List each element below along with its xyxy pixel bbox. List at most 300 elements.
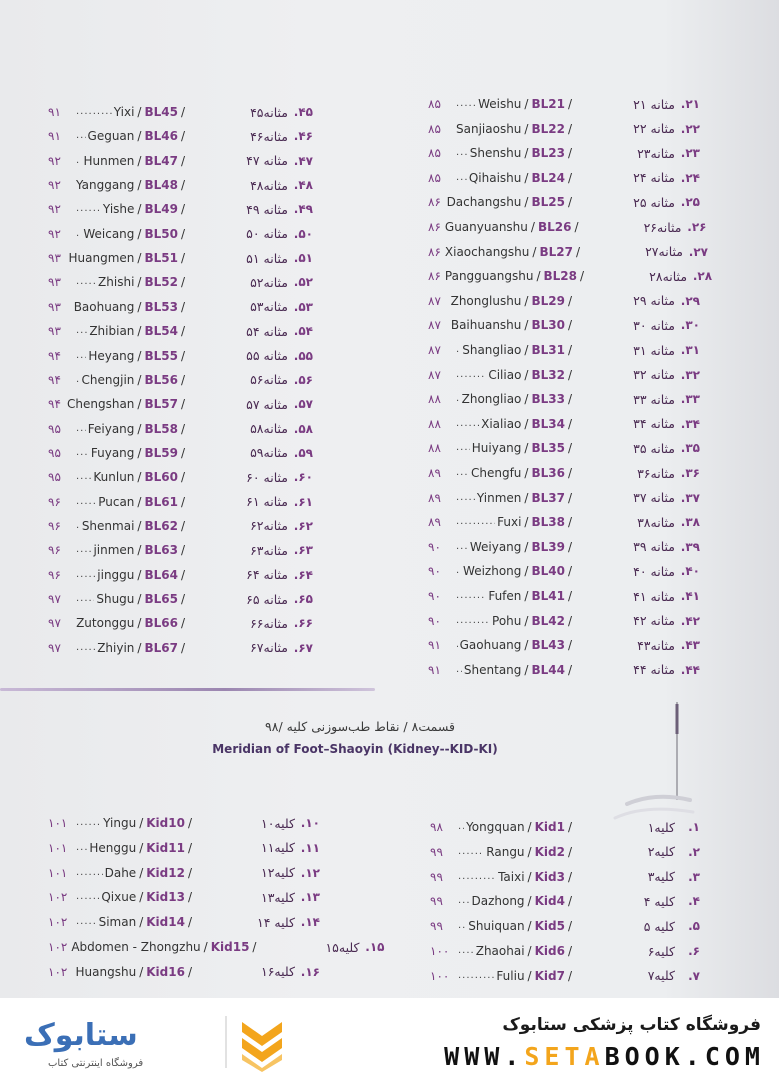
separator: / bbox=[524, 466, 529, 480]
dot-leader bbox=[456, 466, 469, 480]
page-number: ۹۲ bbox=[48, 178, 61, 193]
dot-leader bbox=[76, 915, 97, 929]
point-name: Shentang bbox=[463, 662, 522, 677]
page-number: ۹۴ bbox=[48, 348, 61, 363]
entry-number: ۳۷. bbox=[680, 490, 700, 505]
separator: / bbox=[567, 844, 572, 859]
kidney-column-left bbox=[48, 811, 385, 986]
dot-leader bbox=[456, 368, 486, 382]
persian-label: مثانه۶۲ bbox=[250, 518, 288, 534]
separator: / bbox=[567, 638, 572, 653]
separator: / bbox=[137, 129, 142, 144]
point-name: Zhongliao bbox=[461, 392, 522, 407]
index-entry bbox=[428, 436, 700, 460]
point-name: Zhishi bbox=[98, 275, 135, 290]
persian-label: مثانه۶۷ bbox=[250, 640, 288, 656]
bladder-column-left bbox=[48, 100, 313, 665]
entry-number: ۴۲. bbox=[680, 613, 700, 628]
page-number: ۹۱ bbox=[428, 662, 441, 677]
shop-url[interactable]: WWW.SETABOOK.COM bbox=[444, 1042, 765, 1071]
point-name: Zhaohai bbox=[475, 944, 525, 958]
persian-label: مثانه ۲۴ bbox=[633, 170, 675, 186]
separator: / bbox=[530, 220, 535, 234]
persian-label: مثانه ۲۵ bbox=[633, 194, 675, 210]
entry-number: ۲۷. bbox=[688, 244, 708, 259]
persian-label: مثانه ۶۰ bbox=[246, 469, 288, 485]
point-name: Fuyang bbox=[90, 445, 135, 460]
point-name: Zhibian bbox=[89, 324, 135, 339]
point-code: Kid7 bbox=[534, 968, 565, 983]
point-name: Rangu bbox=[486, 844, 525, 859]
persian-label: مثانه ۳۰ bbox=[633, 317, 675, 333]
point-code: BL26 bbox=[537, 220, 572, 234]
index-entry bbox=[48, 836, 320, 860]
entry-number: ۶۱. bbox=[293, 494, 313, 509]
persian-label: مثانه ۳۲ bbox=[633, 367, 675, 383]
separator: / bbox=[137, 543, 142, 558]
point-name: Yingu bbox=[103, 816, 137, 830]
persian-label: مثانه ۲۱ bbox=[633, 96, 675, 112]
page-number: ۱۰۲ bbox=[48, 890, 68, 905]
index-entry bbox=[430, 914, 700, 938]
page-number: ۸۸ bbox=[428, 392, 441, 407]
point-code: BL35 bbox=[531, 441, 565, 456]
index-entry bbox=[428, 584, 700, 608]
index-entry bbox=[48, 124, 313, 148]
point-name: Feiyang bbox=[87, 421, 135, 436]
index-entry bbox=[48, 587, 313, 611]
entry-number: ۴. bbox=[688, 894, 700, 909]
dot-leader bbox=[76, 568, 95, 582]
entry-number: ۱۵. bbox=[365, 940, 385, 954]
separator: / bbox=[137, 226, 142, 241]
separator: / bbox=[567, 490, 572, 505]
page-number: ۸۶ bbox=[428, 195, 441, 210]
separator: / bbox=[527, 844, 532, 859]
separator: / bbox=[180, 494, 185, 509]
section-subtitle: Meridian of Foot–Shaoyin (Kidney--KID-KI) bbox=[212, 742, 498, 756]
separator: / bbox=[524, 146, 529, 161]
dot-leader bbox=[456, 343, 460, 357]
entry-number: ۲۹. bbox=[680, 293, 700, 308]
dot-leader bbox=[456, 614, 490, 628]
separator: / bbox=[536, 269, 541, 284]
index-entry bbox=[48, 100, 313, 124]
separator: / bbox=[137, 445, 142, 460]
separator: / bbox=[180, 397, 185, 412]
persian-label: کلیه۱۶ bbox=[260, 964, 295, 980]
index-entry bbox=[48, 960, 320, 984]
entry-number: ۵۵. bbox=[293, 348, 313, 363]
entry-number: ۳۵. bbox=[680, 441, 700, 456]
point-name: Taixi bbox=[498, 869, 525, 884]
separator: / bbox=[567, 318, 572, 333]
index-entry bbox=[48, 270, 313, 294]
entry-number: ۳۹. bbox=[680, 539, 700, 554]
separator: / bbox=[524, 416, 529, 431]
index-entry bbox=[428, 92, 700, 116]
entry-number: ۴۱. bbox=[680, 589, 700, 603]
point-name: Geguan bbox=[87, 129, 135, 144]
separator: / bbox=[579, 269, 585, 284]
dot-leader bbox=[76, 422, 86, 436]
point-code: Kid11 bbox=[146, 840, 185, 855]
page-number: ۸۸ bbox=[428, 441, 441, 456]
point-code: BL32 bbox=[531, 367, 565, 382]
separator: / bbox=[567, 416, 572, 431]
entry-number: ۱. bbox=[688, 820, 700, 834]
point-name: Ciliao bbox=[488, 367, 522, 382]
separator: / bbox=[567, 367, 572, 382]
dot-leader bbox=[76, 373, 80, 387]
dot-leader bbox=[76, 495, 96, 509]
point-code: BL34 bbox=[531, 416, 565, 431]
entry-number: ۳۲. bbox=[680, 367, 700, 382]
index-entry bbox=[428, 633, 700, 657]
entry-number: ۵۲. bbox=[293, 275, 313, 290]
index-entry bbox=[48, 885, 320, 909]
page-number: ۹۳ bbox=[48, 324, 61, 339]
point-name: Shugu bbox=[96, 592, 135, 606]
entry-number: ۲۵. bbox=[680, 195, 700, 210]
persian-label: مثانه۴۶ bbox=[250, 128, 288, 144]
point-code: BL44 bbox=[531, 662, 565, 677]
entry-number: ۱۱. bbox=[300, 840, 320, 855]
separator: / bbox=[567, 869, 572, 884]
entry-number: ۳۰. bbox=[680, 318, 700, 333]
persian-label: کلیه۱ bbox=[647, 819, 675, 835]
persian-label: مثانه ۳۵ bbox=[633, 440, 675, 456]
page-number: ۸۵ bbox=[428, 170, 441, 185]
entry-number: ۶۲. bbox=[293, 518, 313, 533]
dot-leader bbox=[76, 470, 91, 484]
separator: / bbox=[137, 592, 142, 606]
separator: / bbox=[137, 494, 142, 509]
separator: / bbox=[137, 202, 142, 217]
index-entry bbox=[430, 840, 700, 864]
point-code: BL23 bbox=[531, 146, 565, 161]
index-entry bbox=[430, 865, 700, 889]
dot-leader bbox=[76, 841, 87, 855]
point-code: BL51 bbox=[144, 251, 178, 266]
point-code: BL36 bbox=[531, 466, 565, 480]
point-code: Kid4 bbox=[534, 894, 565, 909]
separator: / bbox=[187, 816, 192, 830]
separator: / bbox=[180, 543, 185, 558]
point-code: Kid12 bbox=[146, 865, 185, 880]
page-number: ۹۵ bbox=[48, 445, 61, 460]
index-entry bbox=[428, 190, 700, 214]
dot-leader bbox=[456, 515, 495, 529]
separator: / bbox=[180, 421, 185, 436]
persian-label: مثانه۴۳ bbox=[637, 637, 675, 653]
page-number: ۸۵ bbox=[428, 97, 441, 111]
entry-number: ۴۳. bbox=[680, 638, 700, 653]
index-entry bbox=[428, 289, 700, 313]
point-code: Kid15 bbox=[210, 940, 250, 954]
dot-leader bbox=[456, 392, 460, 406]
point-code: BL57 bbox=[144, 397, 178, 412]
dot-leader bbox=[456, 146, 468, 160]
persian-label: مثانه۲۷ bbox=[645, 244, 683, 260]
separator: / bbox=[137, 324, 142, 339]
separator: / bbox=[524, 195, 529, 210]
dot-leader bbox=[458, 919, 466, 933]
dot-leader bbox=[76, 816, 101, 830]
separator: / bbox=[567, 894, 572, 909]
page-number: ۸۷ bbox=[428, 318, 441, 333]
point-name: Dachangshu bbox=[446, 195, 522, 210]
page-number: ۹۵ bbox=[48, 470, 61, 485]
separator: / bbox=[524, 515, 529, 530]
page-number: ۹۶ bbox=[48, 567, 61, 582]
separator: / bbox=[567, 392, 572, 407]
dot-leader bbox=[456, 589, 486, 603]
separator: / bbox=[139, 964, 144, 979]
index-entry bbox=[48, 538, 313, 562]
point-code: BL48 bbox=[144, 178, 178, 193]
index-entry bbox=[428, 240, 708, 264]
entry-number: ۱۳. bbox=[300, 890, 320, 905]
dot-leader bbox=[76, 641, 95, 655]
page-number: ۹۹ bbox=[430, 919, 443, 934]
point-code: BL46 bbox=[144, 129, 178, 144]
separator: / bbox=[524, 589, 529, 603]
index-entry bbox=[48, 563, 313, 587]
point-code: BL47 bbox=[144, 153, 178, 168]
separator: / bbox=[524, 343, 529, 357]
entry-number: ۶۷. bbox=[293, 640, 313, 655]
separator: / bbox=[180, 275, 185, 290]
page-number: ۹۲ bbox=[48, 202, 61, 217]
point-name: Weicang bbox=[83, 226, 135, 241]
persian-label: کلیه۱۲ bbox=[260, 865, 295, 881]
index-entry bbox=[48, 490, 313, 514]
point-name: Henggu bbox=[89, 840, 137, 855]
separator: / bbox=[527, 894, 532, 909]
separator: / bbox=[187, 840, 192, 855]
page-number: ۹۹ bbox=[430, 894, 443, 909]
point-code: BL63 bbox=[144, 543, 178, 558]
point-code: BL58 bbox=[144, 421, 178, 436]
point-name: Chengfu bbox=[470, 466, 522, 480]
point-code: BL61 bbox=[144, 494, 178, 509]
entry-number: ۴۵. bbox=[293, 105, 313, 119]
entry-number: ۲۱. bbox=[680, 97, 700, 111]
index-entry bbox=[428, 486, 700, 510]
persian-label: مثانه ۵۴ bbox=[246, 323, 288, 339]
index-entry bbox=[428, 387, 700, 411]
point-name: Qixue bbox=[101, 890, 137, 905]
page-number: ۹۶ bbox=[48, 494, 61, 509]
page-number: ۹۰ bbox=[428, 589, 441, 603]
separator: / bbox=[527, 919, 532, 934]
index-entry bbox=[430, 815, 700, 839]
point-name: jinggu bbox=[97, 567, 135, 582]
separator: / bbox=[180, 202, 185, 217]
point-name: Zhonglushu bbox=[450, 293, 522, 308]
separator: / bbox=[139, 816, 144, 830]
index-entry bbox=[48, 319, 313, 343]
separator: / bbox=[524, 367, 529, 382]
point-code: Kid3 bbox=[534, 869, 565, 884]
separator: / bbox=[567, 146, 572, 161]
separator: / bbox=[180, 129, 185, 144]
persian-label: مثانه ۵۱ bbox=[246, 250, 288, 266]
entry-number: ۵۰. bbox=[293, 226, 313, 241]
persian-label: مثانه ۴۲ bbox=[633, 613, 675, 629]
entry-number: ۴۰. bbox=[680, 564, 700, 579]
persian-label: کلیه ۴ bbox=[643, 893, 675, 909]
point-code: BL56 bbox=[144, 372, 178, 387]
page-number: ۹۷ bbox=[48, 592, 61, 606]
dot-leader bbox=[76, 154, 81, 168]
index-entry bbox=[428, 141, 700, 165]
separator: / bbox=[139, 890, 144, 905]
point-code: BL55 bbox=[144, 348, 178, 363]
point-name: Heyang bbox=[88, 348, 135, 363]
dot-leader bbox=[456, 417, 479, 431]
dot-leader bbox=[458, 870, 496, 884]
separator: / bbox=[574, 220, 579, 234]
separator: / bbox=[137, 640, 142, 655]
persian-label: مثانه۳۸ bbox=[637, 514, 675, 530]
persian-label: مثانه۵۲ bbox=[250, 274, 288, 290]
dot-leader bbox=[76, 592, 94, 606]
point-name: Zutonggu bbox=[76, 616, 135, 631]
point-code: BL54 bbox=[144, 324, 178, 339]
index-entry bbox=[48, 149, 313, 173]
point-code: BL49 bbox=[144, 202, 178, 217]
entry-number: ۵۳. bbox=[293, 299, 313, 314]
separator: / bbox=[187, 865, 192, 880]
separator: / bbox=[137, 567, 142, 582]
separator: / bbox=[203, 940, 208, 954]
point-name: Abdomen - Zhongzhu bbox=[71, 940, 201, 954]
point-code: BL45 bbox=[144, 105, 178, 119]
separator: / bbox=[567, 170, 572, 185]
point-name: Baihuanshu bbox=[450, 318, 522, 333]
entry-number: ۳. bbox=[688, 869, 700, 884]
page-number: ۸۶ bbox=[428, 269, 441, 284]
separator: / bbox=[137, 251, 142, 266]
page-number: ۸۵ bbox=[428, 146, 441, 161]
entry-number: ۱۶. bbox=[300, 964, 320, 979]
persian-label: مثانه۲۶ bbox=[643, 219, 682, 235]
separator: / bbox=[567, 195, 572, 210]
persian-label: مثانه۴۸ bbox=[250, 177, 288, 193]
page-number: ۹۳ bbox=[48, 275, 61, 290]
separator: / bbox=[180, 592, 185, 606]
point-code: BL21 bbox=[531, 97, 565, 111]
index-entry bbox=[428, 658, 700, 682]
entry-number: ۵۸. bbox=[293, 421, 313, 436]
dot-leader bbox=[76, 543, 91, 557]
point-code: Kid2 bbox=[534, 844, 565, 859]
separator: / bbox=[567, 97, 572, 111]
point-code: BL53 bbox=[144, 299, 178, 314]
separator: / bbox=[180, 153, 185, 168]
point-code: BL43 bbox=[531, 638, 565, 653]
index-entry bbox=[428, 609, 700, 633]
page-number: ۹۰ bbox=[428, 613, 441, 628]
page-number: ۹۳ bbox=[48, 299, 61, 314]
page-number: ۸۸ bbox=[428, 416, 441, 431]
entry-number: ۳۱. bbox=[680, 343, 700, 357]
point-name: Hunmen bbox=[83, 153, 135, 168]
point-name: Zhiyin bbox=[97, 640, 135, 655]
separator: / bbox=[137, 470, 142, 485]
point-code: Kid13 bbox=[146, 890, 185, 905]
index-entry bbox=[428, 264, 713, 288]
point-name: Yongquan bbox=[466, 820, 525, 834]
separator: / bbox=[524, 613, 529, 628]
point-code: BL29 bbox=[531, 293, 565, 308]
point-name: Fuliu bbox=[496, 968, 525, 983]
separator: / bbox=[524, 539, 529, 554]
persian-label: مثانه۴۵ bbox=[250, 104, 288, 120]
page-number: ۹۰ bbox=[428, 539, 441, 554]
separator: / bbox=[524, 318, 529, 333]
separator: / bbox=[180, 226, 185, 241]
separator: / bbox=[567, 564, 572, 579]
index-entry bbox=[48, 173, 313, 197]
separator: / bbox=[137, 348, 142, 363]
separator: / bbox=[524, 293, 529, 308]
entry-number: ۵. bbox=[688, 919, 700, 934]
separator: / bbox=[180, 324, 185, 339]
point-code: Kid14 bbox=[146, 915, 185, 930]
point-name: Fuxi bbox=[497, 515, 522, 530]
persian-label: مثانه۲۸ bbox=[649, 268, 688, 284]
entry-number: ۶۵. bbox=[293, 592, 313, 606]
point-code: Kid6 bbox=[534, 944, 565, 958]
shop-name: فروشگاه کتاب پزشکی ستابوک bbox=[502, 1015, 761, 1035]
page-number: ۹۴ bbox=[48, 397, 61, 412]
index-entry bbox=[48, 935, 385, 959]
point-name: Chengjin bbox=[81, 372, 135, 387]
page-number: ۱۰۲ bbox=[48, 940, 68, 954]
separator: / bbox=[524, 97, 529, 111]
point-code: BL50 bbox=[144, 226, 178, 241]
entry-number: ۵۱. bbox=[293, 251, 313, 266]
page-number: ۹۳ bbox=[48, 251, 61, 266]
separator: / bbox=[180, 251, 185, 266]
point-name: Shuiquan bbox=[468, 919, 525, 934]
entry-number: ۵۷. bbox=[293, 397, 313, 412]
page-number: ۸۶ bbox=[428, 220, 441, 234]
separator: / bbox=[524, 662, 529, 677]
separator: / bbox=[567, 662, 572, 677]
entry-number: ۶۶. bbox=[293, 616, 313, 631]
separator: / bbox=[180, 616, 185, 631]
point-name: Yixi bbox=[113, 105, 135, 119]
point-name: Shenshu bbox=[469, 146, 522, 161]
point-code: BL22 bbox=[531, 121, 565, 136]
point-code: BL64 bbox=[144, 567, 178, 582]
persian-label: کلیه۱۱ bbox=[260, 840, 295, 856]
point-name: jinmen bbox=[93, 543, 135, 558]
persian-label: مثانه ۳۹ bbox=[633, 539, 675, 555]
logo-wordmark: ستابوک bbox=[24, 1018, 138, 1053]
separator: / bbox=[567, 919, 572, 934]
separator: / bbox=[567, 820, 572, 834]
point-name: Chengshan bbox=[67, 397, 135, 412]
separator: / bbox=[252, 940, 257, 954]
index-entry bbox=[48, 811, 320, 835]
entry-number: ۳۳. bbox=[680, 392, 700, 407]
separator: / bbox=[524, 441, 529, 456]
